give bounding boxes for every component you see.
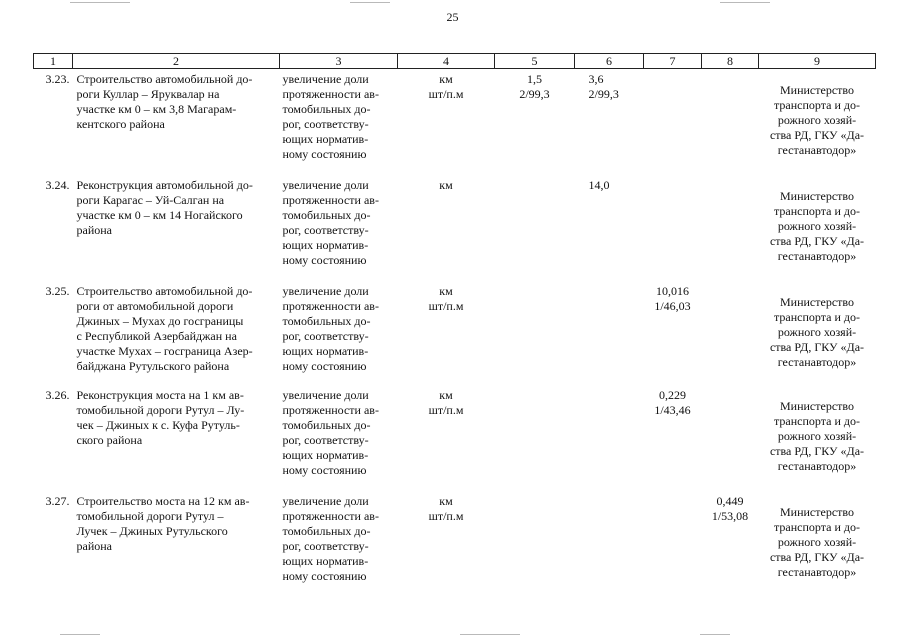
- program-measures-table: [33, 53, 876, 591]
- unit: км: [439, 177, 453, 192]
- table-row: [34, 491, 876, 591]
- scan-artifact: [350, 2, 390, 3]
- row-number: 3.24.: [45, 177, 70, 192]
- column-header: 7: [644, 54, 702, 69]
- executor: Министерство транспорта и до- рожного хозяй- ства РД, ГКУ «Да- гестанавтодор»: [769, 398, 865, 473]
- table-row: [34, 175, 876, 281]
- column-header: 1: [34, 54, 73, 69]
- scan-artifact: [460, 634, 520, 635]
- table-row: [34, 281, 876, 385]
- measure-name: Реконструкция моста на 1 км ав- томобильной дороги Рутул – Лу- чек – Джиных к с. Куфа Рутуль- ского района: [76, 387, 245, 447]
- target-indicator: увеличение доли протяженности ав- томобильных до- рог, соответству- ющих норматив- ному состоянию: [282, 72, 379, 161]
- scan-artifact: [720, 2, 770, 3]
- value-col-7: 0,229 1/43,46: [654, 387, 691, 417]
- row-number: 3.27.: [45, 493, 70, 508]
- executor: Министерство транспорта и до- рожного хозяй- ства РД, ГКУ «Да- гестанавтодор»: [769, 294, 865, 369]
- page-number: 25: [446, 10, 459, 24]
- target-indicator: увеличение доли протяженности ав- томобильных до- рог, соответству- ющих норматив- ному состоянию: [282, 177, 379, 267]
- executor: Министерство транспорта и до- рожного хозяй- ства РД, ГКУ «Да- гестанавтодор»: [769, 504, 865, 579]
- column-header: 9: [759, 54, 876, 69]
- target-indicator: увеличение доли протяженности ав- томобильных до- рог, соответству- ющих норматив- ному состоянию: [282, 283, 379, 373]
- value-col-6: 3,6 2/99,3: [588, 72, 619, 101]
- value-col-7: 10,016 1/46,03: [654, 283, 691, 313]
- table-row: [34, 69, 876, 175]
- table-row: [34, 385, 876, 491]
- unit: км шт/п.м: [428, 283, 464, 313]
- executor: Министерство транспорта и до- рожного хозяй- ства РД, ГКУ «Да- гестанавтодор»: [769, 83, 865, 157]
- target-indicator: увеличение доли протяженности ав- томобильных до- рог, соответству- ющих норматив- ному состоянию: [282, 387, 379, 477]
- column-header: 5: [495, 54, 575, 69]
- column-header: 6: [575, 54, 644, 69]
- unit: км шт/п.м: [428, 493, 464, 523]
- row-number: 3.23.: [45, 72, 70, 86]
- value-col-5: 1,5 2/99,3: [519, 72, 550, 101]
- value-col-8: 0,449 1/53,08: [711, 493, 749, 523]
- target-indicator: увеличение доли протяженности ав- томобильных до- рог, соответству- ющих норматив- ному состоянию: [282, 493, 379, 583]
- measure-name: Реконструкция автомобильной до- роги Карагас – Уй-Салган на участке км 0 – км 14 Ногайского района: [76, 177, 253, 237]
- measure-name: Строительство моста на 12 км ав- томобильной дороги Рутул – Лучек – Джиных Рутульского района: [76, 493, 250, 553]
- value-col-6: 14,0: [588, 177, 610, 192]
- measure-name: Строительство автомобильной до- роги Куллар – Яруквалар на участке км 0 – км 3,8 Магарам- кентского района: [76, 72, 253, 131]
- scan-artifact: [70, 2, 130, 3]
- scan-artifact: [60, 634, 100, 635]
- measure-name: Строительство автомобильной до- роги от автомобильной дороги Джиных – Мухах до госграницы с Республикой Азербайджан на участке Мухах – госграница Азер- байджана Рутульского района: [76, 283, 253, 373]
- scan-artifact: [700, 634, 730, 635]
- executor: Министерство транспорта и до- рожного хозяй- ства РД, ГКУ «Да- гестанавтодор»: [769, 188, 865, 263]
- column-header: 4: [398, 54, 495, 69]
- unit: км шт/п.м: [428, 72, 464, 101]
- table-header-row: [34, 54, 876, 69]
- column-header: 8: [702, 54, 759, 69]
- column-header: 2: [73, 54, 280, 69]
- column-header: 3: [280, 54, 398, 69]
- row-number: 3.25.: [45, 283, 70, 298]
- unit: км шт/п.м: [428, 387, 464, 417]
- row-number: 3.26.: [45, 387, 70, 402]
